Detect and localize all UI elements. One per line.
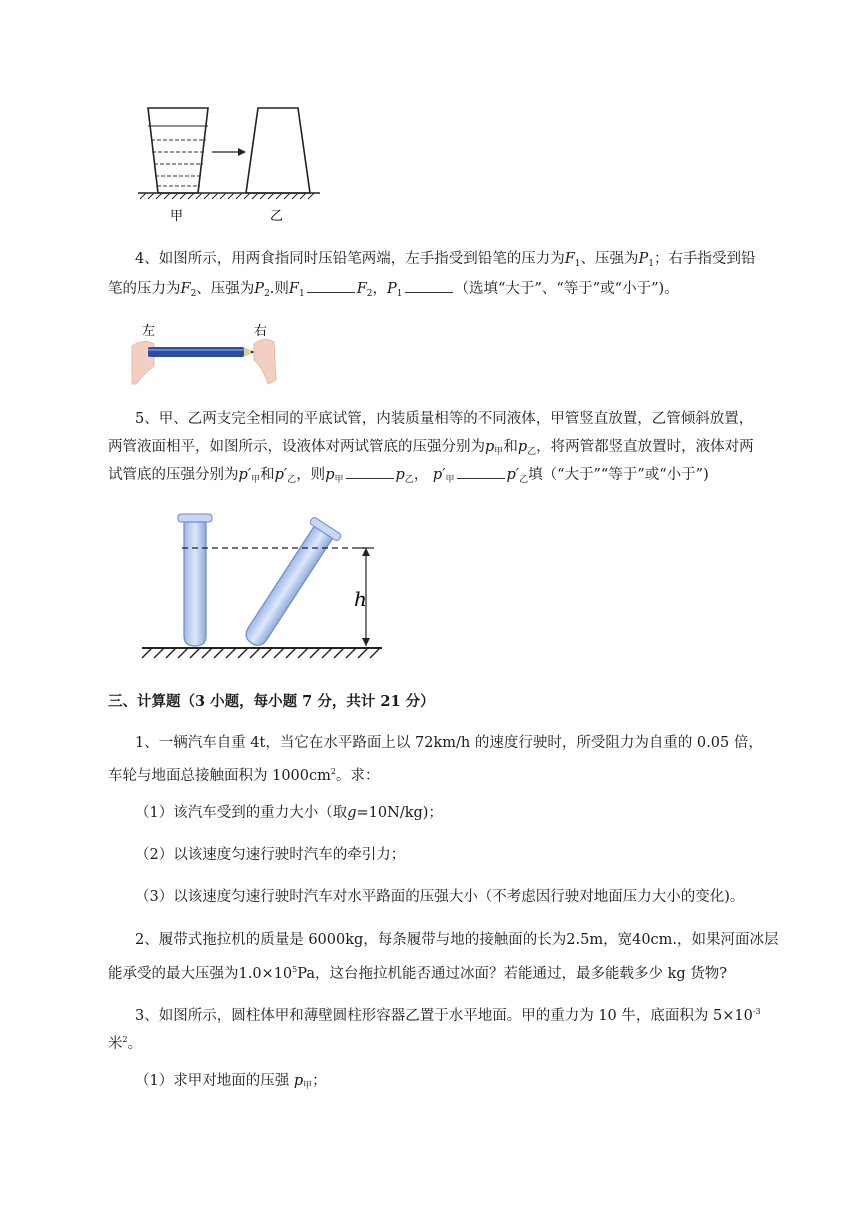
- c1-sub3: （3）以该速度匀速行驶时汽车对水平路面的压强大小（不考虑因行驶对地面压力大小的变化)。: [135, 889, 745, 905]
- c1-line2: 车轮与地面总接触面积为 $1000cm^2$。求：: [108, 767, 380, 784]
- figure-test-tubes: [138, 508, 388, 666]
- cup-label-yi: 乙: [270, 209, 284, 224]
- c2-line1: 2、履带式拖拉机的质量是 6000kg，每条履带与地的接触面的长为2.5m，宽40cm.，如果河面冰层: [135, 932, 779, 948]
- c3-line2: 米$^2$。: [108, 1035, 143, 1052]
- c1-sub1: （1）该汽车受到的重力大小（取g=10N/kg)；: [135, 805, 443, 821]
- answer-blank[interactable]: [457, 466, 505, 479]
- answer-blank[interactable]: [346, 466, 394, 479]
- q4-line1: 4、如图所示，用两食指同时压铅笔两端，左手指受到铅笔的压力为$F_1$、压强为$P_1$；右手指受到铅: [135, 251, 756, 269]
- c3-line1: 3、如图所示，圆柱体甲和薄壁圆柱形容器乙置于水平地面。甲的重力为 10 牛，底面积为 $5\times 10^{-3}$: [135, 1007, 761, 1024]
- q5-line1: 5、甲、乙两支完全相同的平底试管，内装质量相等的不同液体，甲管竖直放置，乙管倾斜放置，: [135, 411, 754, 427]
- height-label-h: h: [354, 587, 367, 611]
- c1-sub2: （2）以该速度匀速行驶时汽车的牵引力；: [135, 847, 406, 863]
- q4-line2: 笔的压力为$F_2$、压强为$P_2$.则$F_1$ $F_2$，$P_1$ （选填“大于”、“等于”或“小于”)。: [108, 281, 679, 299]
- figure-pencil: [130, 318, 290, 388]
- c2-line2: 能承受的最大压强为$1.0\times 10^5Pa$，这台拖拉机能否通过冰面？若能通过，最多能载多少 kg 货物?: [108, 965, 728, 982]
- pencil-label-right: 右: [254, 324, 268, 339]
- q5-line2: 两管液面相平，如图所示，设液体对两试管底的压强分别为$p_甲$和$p_乙$，将两管都竖直放置时，液体对两: [108, 439, 754, 457]
- c3-sub1: （1）求甲对地面的压强 $p_甲$；: [135, 1073, 327, 1091]
- cup-label-jia: 甲: [170, 209, 184, 224]
- figure-cups: [130, 100, 340, 225]
- answer-blank[interactable]: [405, 280, 453, 293]
- q5-line3: 试管底的压强分别为$p'_甲$和$p'_乙$，则$p_甲$ $p_乙$， $p'_甲$ $p'_乙$填（“大于”“等于”或“小于”): [108, 467, 709, 485]
- answer-blank[interactable]: [307, 280, 355, 293]
- c1-line1: 1、一辆汽车自重 4t，当它在水平路面上以 72km/h 的速度行驶时，所受阻力为自重的 0.05 倍，: [135, 735, 763, 751]
- pencil-label-left: 左: [142, 324, 156, 339]
- section-heading: 三、计算题（3 小题，每小题 7 分，共计 21 分）: [108, 693, 435, 710]
